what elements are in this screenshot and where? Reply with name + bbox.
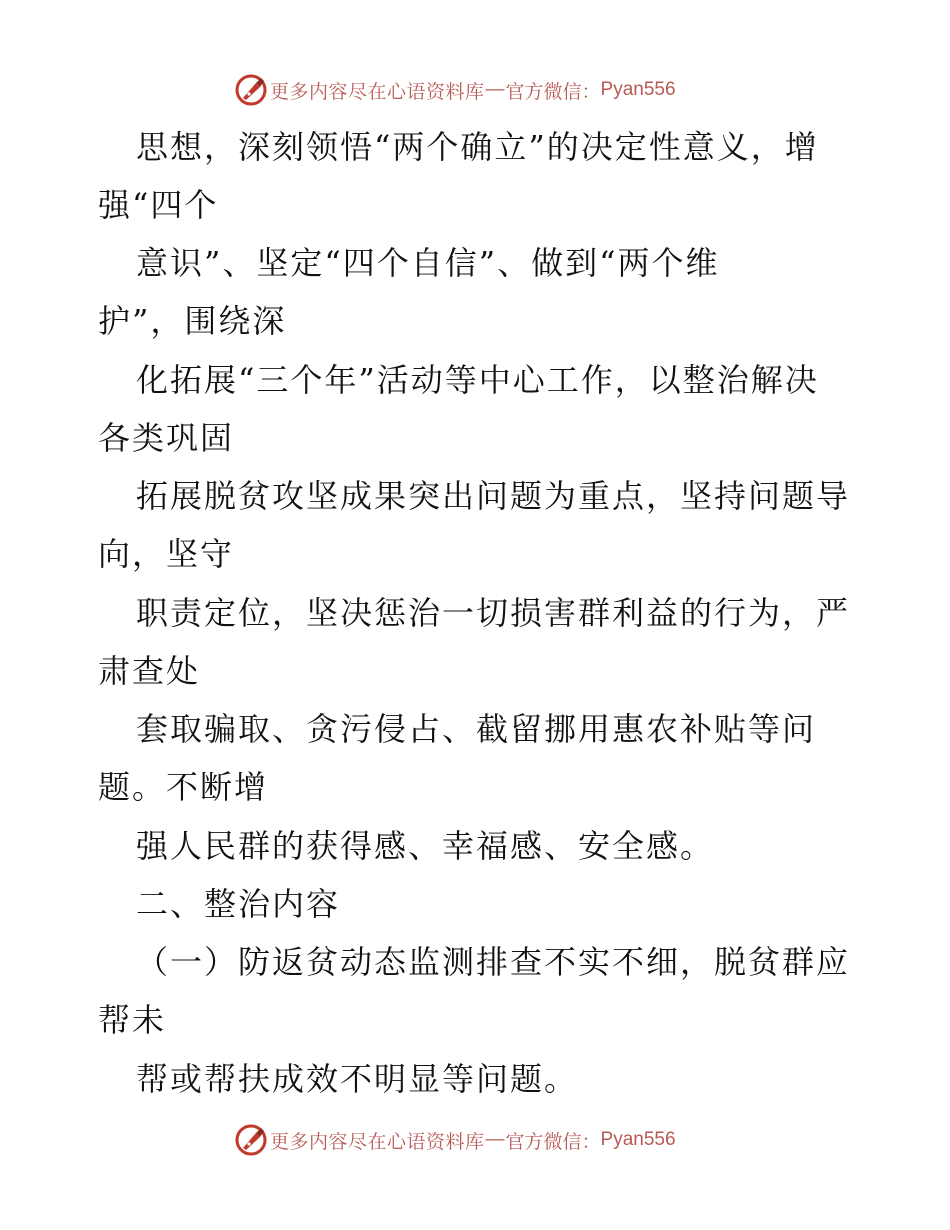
text-line: 帮未: [98, 1001, 167, 1039]
footer-banner-wechat-id: Pyan556: [600, 1129, 676, 1150]
section-heading: 二、整治内容: [136, 885, 341, 923]
footer-banner-text: 更多内容尽在心语资料库: [270, 1130, 485, 1153]
text-line: 护”，围绕深: [98, 302, 287, 340]
footer-banner-content: [234, 1120, 676, 1160]
text-line: 思想，深刻领悟“两个确立”的决定性意义，增: [136, 128, 819, 166]
footer-banner: [0, 1120, 950, 1160]
header-banner-content: [234, 70, 676, 110]
text-line: 意识”、坚定“四个自信”、做到“两个维: [136, 244, 720, 282]
text-line: 题。不断增: [98, 768, 269, 806]
text-line: 职责定位，坚决惩治一切损害群利益的行为，严: [136, 594, 851, 632]
text-line: 化拓展“三个年”活动等中心工作，以整治解决: [136, 361, 819, 399]
text-line: （一）防返贫动态监测排查不实不细，脱贫群应: [136, 943, 851, 981]
header-banner: [0, 70, 950, 110]
text-line: 强“四个: [98, 186, 219, 224]
header-banner-dash: —: [485, 79, 505, 100]
text-line: 帮或帮扶成效不明显等问题。: [136, 1060, 579, 1098]
text-line: 拓展脱贫攻坚成果突出问题为重点，坚持问题导: [136, 477, 851, 515]
header-banner-text: 更多内容尽在心语资料库: [270, 80, 485, 103]
pen-nib-logo-icon: [234, 73, 268, 107]
text-line: 肃查处: [98, 652, 201, 690]
footer-banner-label: 官方微信：: [505, 1130, 601, 1153]
text-line: 强人民群的获得感、幸福感、安全感。: [136, 827, 715, 865]
text-line: 向，坚守: [98, 535, 235, 573]
header-banner-label: 官方微信：: [505, 80, 601, 103]
pen-nib-logo-icon: [234, 1123, 268, 1157]
footer-banner-dash: —: [485, 1129, 505, 1150]
text-line: 各类巩固: [98, 419, 235, 457]
header-banner-wechat-id: Pyan556: [600, 79, 676, 100]
text-line: 套取骗取、贪污侵占、截留挪用惠农补贴等问: [136, 710, 817, 748]
